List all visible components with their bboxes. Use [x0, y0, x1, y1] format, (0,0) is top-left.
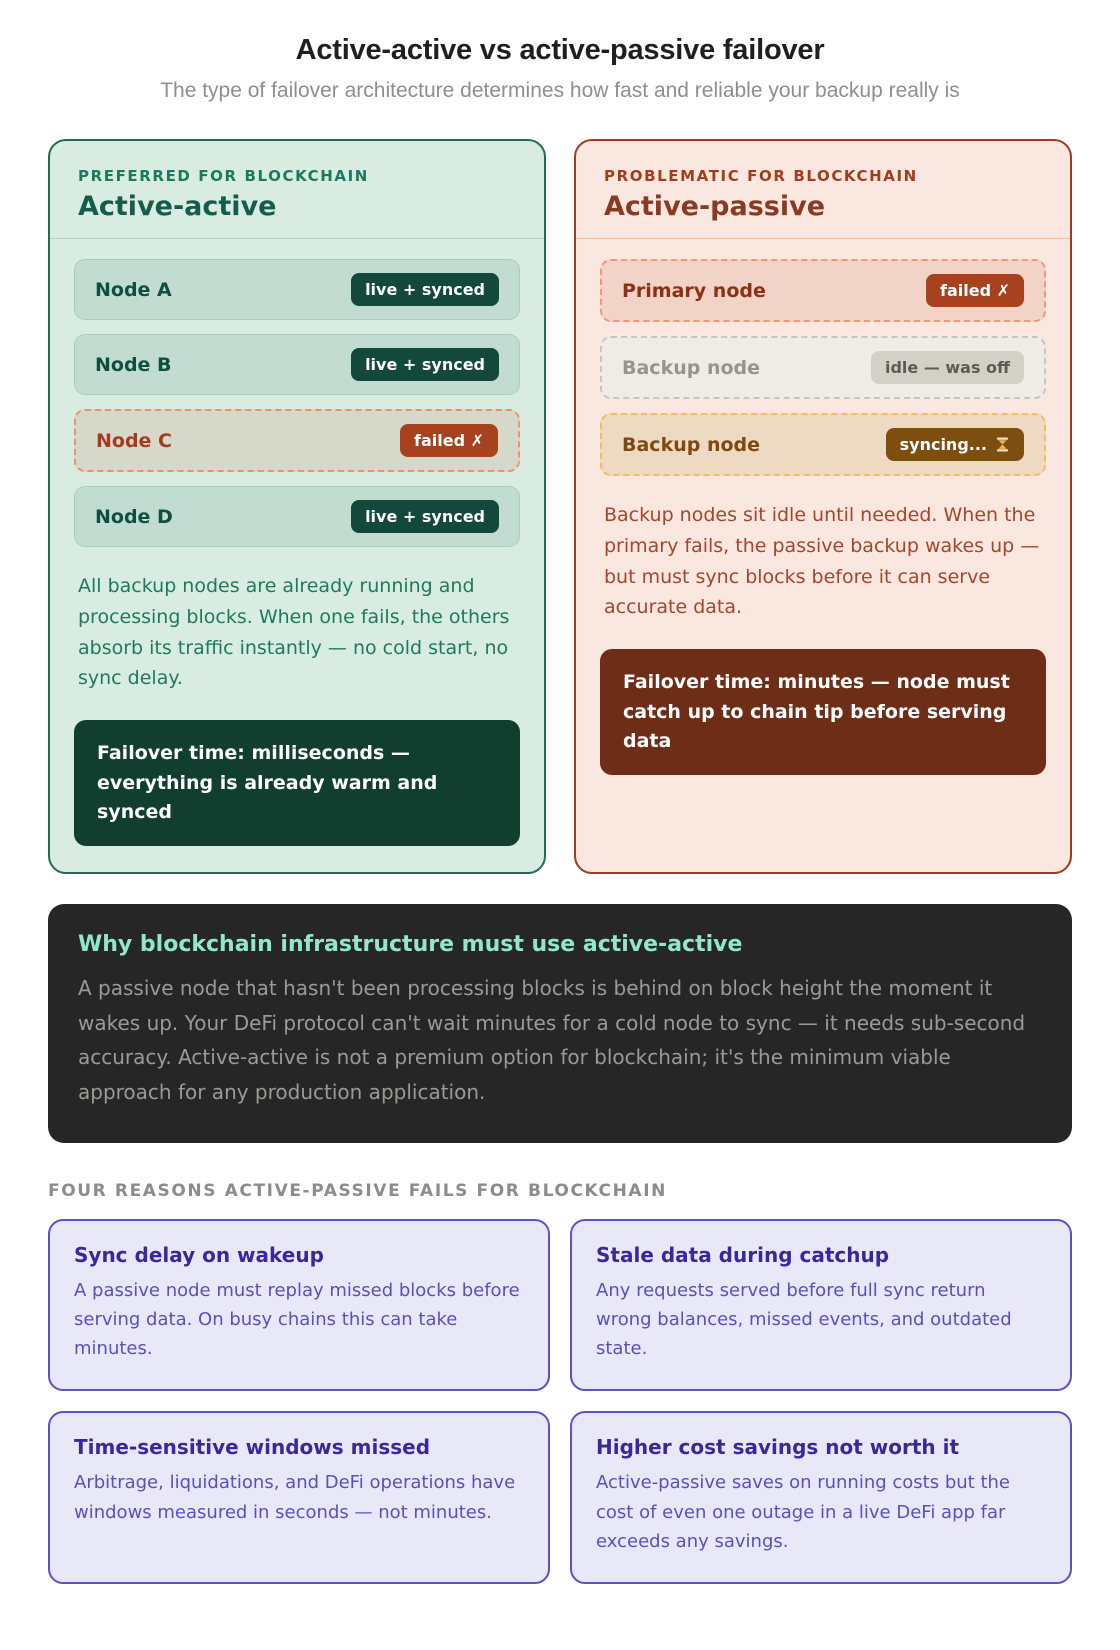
node-row-a	[74, 259, 520, 320]
node-label: Backup node	[622, 433, 761, 456]
four-reasons-grid	[48, 1219, 1072, 1584]
page-title: Active-active vs active-passive failover	[295, 34, 825, 66]
reason-body: Active-passive saves on running costs but the cost of even one outage in a live DeFi app far exceeds any savings.	[596, 1472, 1010, 1552]
active-active-card-body	[50, 239, 544, 872]
node-row-backup-syncing	[600, 413, 1046, 476]
reason-title: Higher cost savings not worth it	[596, 1435, 960, 1460]
status-badge: live + synced	[351, 348, 499, 381]
status-badge: failed ✗	[400, 424, 498, 457]
reason-card-cost-savings	[570, 1411, 1072, 1583]
reason-body: Any requests served before full sync return wrong balances, missed events, and outdated state.	[596, 1279, 1012, 1360]
reason-title: Time-sensitive windows missed	[74, 1435, 431, 1460]
infographic-page	[48, 0, 1072, 1626]
active-passive-description: Backup nodes sit idle until needed. When the primary fails, the passive backup wakes up — but must sync blocks before it can serve accurate data.	[604, 504, 1040, 619]
reason-body: Arbitrage, liquidations, and DeFi operations have windows measured in seconds — not minutes.	[74, 1472, 516, 1523]
active-passive-failover-callout: Failover time: minutes — node must catch up to chain tip before serving data	[600, 649, 1046, 775]
node-label: Node D	[95, 505, 173, 528]
active-passive-eyebrow: PROBLEMATIC FOR BLOCKCHAIN	[604, 167, 918, 185]
node-row-c	[74, 409, 520, 472]
node-label: Primary node	[622, 279, 766, 302]
node-row-b	[74, 334, 520, 395]
active-active-card-title: Active-active	[78, 191, 277, 222]
active-passive-card-header	[576, 141, 1070, 239]
node-row-backup-idle	[600, 336, 1046, 399]
active-active-card-header	[50, 141, 544, 239]
reason-body: A passive node must replay missed blocks before serving data. On busy chains this can take minutes.	[74, 1279, 520, 1360]
reason-card-sync-delay	[48, 1219, 550, 1391]
why-panel-body: A passive node that hasn't been processing blocks is behind on block height the moment it wakes up. Your DeFi protocol can't wait minutes for a cold node to sync — it needs sub-second accuracy. Active-active is not a premium option for blockchain; it's the minimum viable approach for any production application.	[78, 976, 1026, 1104]
active-active-eyebrow: PREFERRED FOR BLOCKCHAIN	[78, 167, 369, 185]
why-panel-title: Why blockchain infrastructure must use active-active	[78, 932, 743, 958]
active-active-description: All backup nodes are already running and processing blocks. When one fails, the others absorb its traffic instantly — no cold start, no sync delay.	[78, 575, 510, 690]
reason-card-stale-data	[570, 1219, 1072, 1391]
status-badge: failed ✗	[926, 274, 1024, 307]
status-badge	[886, 428, 1024, 461]
page-subtitle: The type of failover architecture determines how fast and reliable your backup really is	[160, 79, 960, 102]
node-label: Backup node	[622, 356, 761, 379]
node-row-primary	[600, 259, 1046, 322]
status-badge: live + synced	[351, 500, 499, 533]
reason-title: Sync delay on wakeup	[74, 1242, 324, 1267]
status-badge: idle — was off	[871, 351, 1024, 384]
reason-title: Stale data during catchup	[596, 1242, 890, 1267]
node-row-d	[74, 486, 520, 547]
four-reasons-heading: FOUR REASONS ACTIVE-PASSIVE FAILS FOR BLOCKCHAIN	[48, 1180, 667, 1201]
active-passive-card-title: Active-passive	[604, 191, 826, 222]
status-badge: live + synced	[351, 273, 499, 306]
active-passive-card-body	[576, 239, 1070, 801]
node-label: Node A	[95, 278, 172, 301]
hourglass-icon	[995, 437, 1010, 452]
status-text: syncing...	[899, 435, 987, 454]
active-active-card	[48, 139, 546, 874]
why-active-active-panel	[48, 904, 1072, 1143]
reason-card-time-windows	[48, 1411, 550, 1583]
comparison-section	[48, 139, 1072, 874]
active-active-failover-callout: Failover time: milliseconds — everything is already warm and synced	[74, 720, 520, 846]
node-label: Node C	[96, 429, 172, 452]
active-passive-card	[574, 139, 1072, 874]
node-label: Node B	[95, 353, 172, 376]
